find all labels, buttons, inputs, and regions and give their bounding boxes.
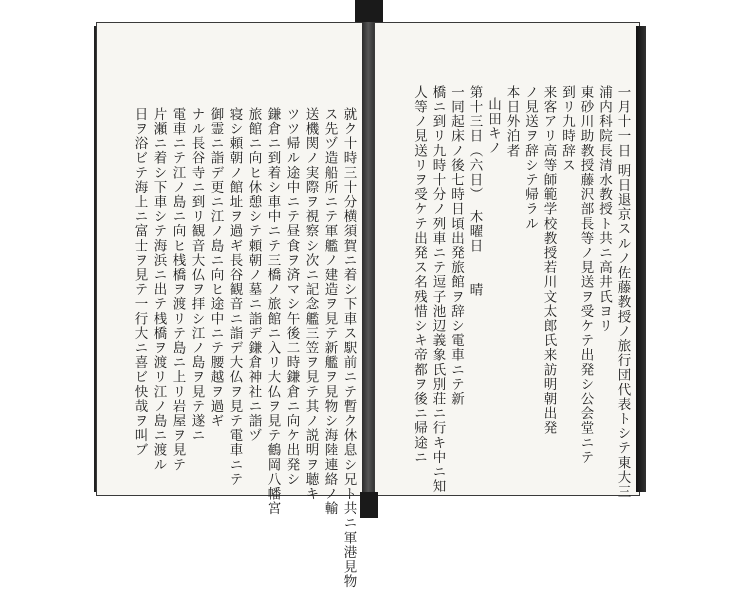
- text-column: 東砂川助教授藤沢部長等ノ見送ヲ受ケテ出発シ公会堂ニテ: [577, 85, 594, 465]
- text-column: ツツ帰ル途中ニテ昼食ヲ済マシ午後二時鎌倉ニ向ケ出発シ: [283, 107, 300, 487]
- text-column: 御霊ニ詣デ更ニ江ノ島ニ向ヒ途中ニテ腰越ヲ過ギ: [207, 107, 224, 429]
- text-column: 一同起床ノ後七時日頃出発旅館ヲ辞シ電車ニテ新: [448, 85, 464, 407]
- right-page-text: [375, 23, 639, 500]
- text-column: 到リ九時辞ス: [559, 85, 575, 173]
- text-column: 来客アリ高等師範学校教授若川文太郎氏来訪明朝出発: [540, 85, 557, 436]
- text-column: 就ク十時三十分横須賀ニ着シ下車ス駅前ニテ暫ク休息シ兄ト共ニ軍港見物: [340, 107, 357, 589]
- text-column: 浦内科院長清水教授ト共ニ高井氏ヨリ: [596, 85, 612, 334]
- text-column: 送機関ノ実際ヲ視察シ次ニ記念艦三笠ヲ見テ其ノ説明ヲ聴キ: [302, 107, 319, 502]
- right-cover-edge: [636, 26, 646, 492]
- binding-tab-bottom: [360, 492, 378, 518]
- text-column: 片瀬ニ着シ下車シテ海浜ニ出テ桟橋ヲ渡リ江ノ島ニ渡ル: [150, 107, 167, 472]
- left-page: [96, 22, 366, 589]
- right-page: [374, 22, 640, 500]
- text-column: 電車ニテ江ノ島ニ向ヒ桟橋ヲ渡リテ島ニ上リ岩屋ヲ見テ: [169, 107, 186, 472]
- text-column: 山田キノ: [485, 97, 501, 156]
- text-column: ナル長谷寺ニ到リ観音大仏ヲ拝シ江ノ島ヲ見テ遂ニ: [188, 107, 205, 443]
- text-column: ス先ヅ造船所ニテ軍艦ノ建造ヲ見テ新艦ヲ見物シ海陸連絡ノ輸: [321, 107, 338, 516]
- text-column: 橋ニ到リ九時十分ノ列車ニテ逗子池辺義象氏別荘ニ行キ中ニ知: [429, 85, 446, 494]
- binding-tab-top: [355, 0, 383, 22]
- text-column: 人等ノ見送リヲ受ケテ出発ス名残惜シキ帝都ヲ後ニ帰途ニ: [411, 85, 427, 465]
- text-column: 鎌倉ニ到着シ車中ニテ三橋ノ旅館ニ入リ大仏ヲ見テ鶴岡八幡宮: [264, 107, 281, 516]
- text-column: 第十三日（六日） 木曜日 晴: [466, 85, 483, 298]
- text-column: 寝シ頼朝ノ館址ヲ過ギ長谷観音ニ詣デ大仏ヲ見テ電車ニテ: [226, 107, 243, 487]
- left-page-text: [97, 23, 365, 589]
- text-column: 日ヲ浴ビテ海上ニ富士ヲ見テ一行大ニ喜ビ快哉ヲ叫ブ: [131, 107, 148, 458]
- text-column: 一月十一日 明日退京スルノ佐藤教授ノ旅行団代表トシテ東大三: [614, 85, 631, 500]
- text-column: 本日外泊者: [503, 85, 520, 158]
- text-column: ノ見送ヲ辞シテ帰ラル: [522, 85, 538, 231]
- text-column: 旅館ニ向ヒ休憩シテ頼朝ノ墓ニ詣デ鎌倉神社ニ詣ヅ: [245, 107, 262, 443]
